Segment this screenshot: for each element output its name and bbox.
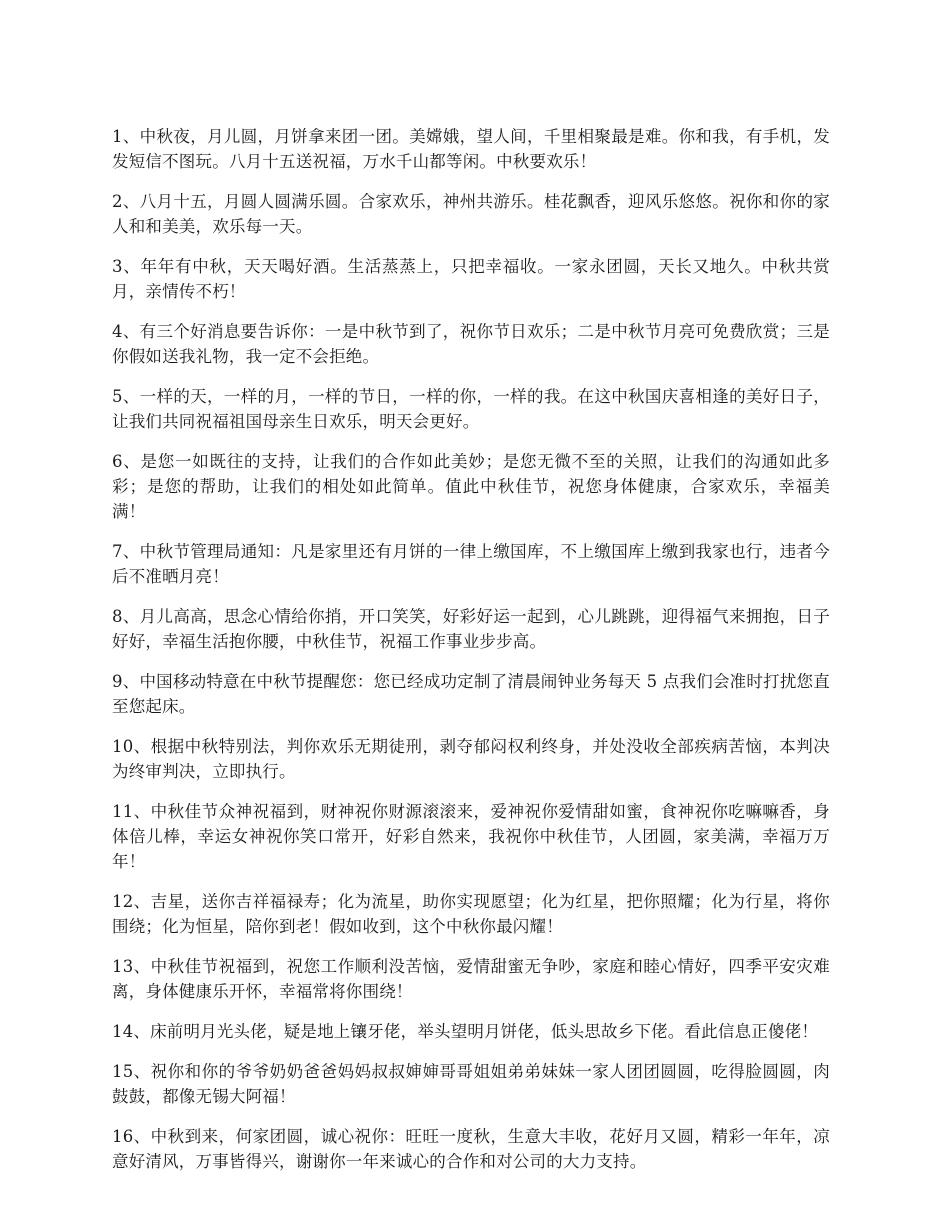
paragraph-16: 16、中秋到来，何家团圆，诚心祝你：旺旺一度秋，生意大丰收，花好月又圆，精彩一年年，凉意好清风，万事皆得兴，谢谢你一年来诚心的合作和对公司的大力支持。 [112, 1127, 830, 1171]
paragraph-7: 7、中秋节管理局通知：凡是家里还有月饼的一律上缴国库，不上缴国库上缴到我家也行，违者今后不准晒月亮！ [112, 542, 830, 586]
paragraph-11: 11、中秋佳节众神祝福到，财神祝你财源滚滚来，爱神祝你爱情甜如蜜，食神祝你吃嘛嘛香，身体倍儿棒，幸运女神祝你笑口常开，好彩自然来，我祝你中秋佳节，人团圆，家美满，幸福万万年！ [112, 802, 830, 871]
paragraph-13: 13、中秋佳节祝福到，祝您工作顺利没苦恼，爱情甜蜜无争吵，家庭和睦心情好，四季平安灾难离，身体健康乐开怀，幸福常将你围绕！ [112, 957, 830, 1001]
paragraph-8: 8、月儿高高，思念心情给你捎，开口笑笑，好彩好运一起到，心儿跳跳，迎得福气来拥抱，日子好好，幸福生活抱你腰，中秋佳节，祝福工作事业步步高。 [112, 607, 830, 651]
paragraph-4: 4、有三个好消息要告诉你：一是中秋节到了，祝你节日欢乐；二是中秋节月亮可免费欣赏；三是你假如送我礼物，我一定不会拒绝。 [112, 322, 830, 366]
paragraph-3: 3、年年有中秋，天天喝好酒。生活蒸蒸上，只把幸福收。一家永团圆，天长又地久。中秋共赏月，亲情传不朽！ [112, 257, 830, 301]
paragraph-1: 1、中秋夜，月儿圆，月饼拿来团一团。美嫦娥，望人间，千里相聚最是难。你和我，有手机，发发短信不图玩。八月十五送祝福，万水千山都等闲。中秋要欢乐！ [112, 127, 830, 171]
paragraph-9: 9、中国移动特意在中秋节提醒您：您已经成功定制了清晨闹钟业务每天 5 点我们会准时打扰您直至您起床。 [112, 672, 830, 716]
paragraph-15: 15、祝你和你的爷爷奶奶爸爸妈妈叔叔婶婶哥哥姐姐弟弟妹妹一家人团团圆圆，吃得脸圆圆，肉鼓鼓，都像无锡大阿福！ [112, 1062, 830, 1106]
paragraph-14: 14、床前明月光头佬，疑是地上镶牙佬，举头望明月饼佬，低头思故乡下佬。看此信息正傻佬！ [112, 1022, 819, 1041]
paragraph-5: 5、一样的天，一样的月，一样的节日，一样的你，一样的我。在这中秋国庆喜相逢的美好日子，让我们共同祝福祖国母亲生日欢乐，明天会更好。 [112, 387, 830, 431]
paragraph-2: 2、八月十五，月圆人圆满乐圆。合家欢乐，神州共游乐。桂花飘香，迎风乐悠悠。祝你和你的家人和和美美，欢乐每一天。 [112, 192, 830, 236]
paragraph-10: 10、根据中秋特别法，判你欢乐无期徒刑，剥夺郁闷权利终身，并处没收全部疾病苦恼，本判决为终审判决，立即执行。 [112, 737, 830, 781]
paragraph-12: 12、吉星，送你吉祥福禄寿；化为流星，助你实现愿望；化为红星，把你照耀；化为行星，将你围绕；化为恒星，陪你到老！假如收到，这个中秋你最闪耀！ [112, 892, 830, 936]
paragraph-6: 6、是您一如既往的支持，让我们的合作如此美妙；是您无微不至的关照，让我们的沟通如此多彩；是您的帮助，让我们的相处如此简单。值此中秋佳节，祝您身体健康，合家欢乐，幸福美满！ [112, 452, 830, 521]
